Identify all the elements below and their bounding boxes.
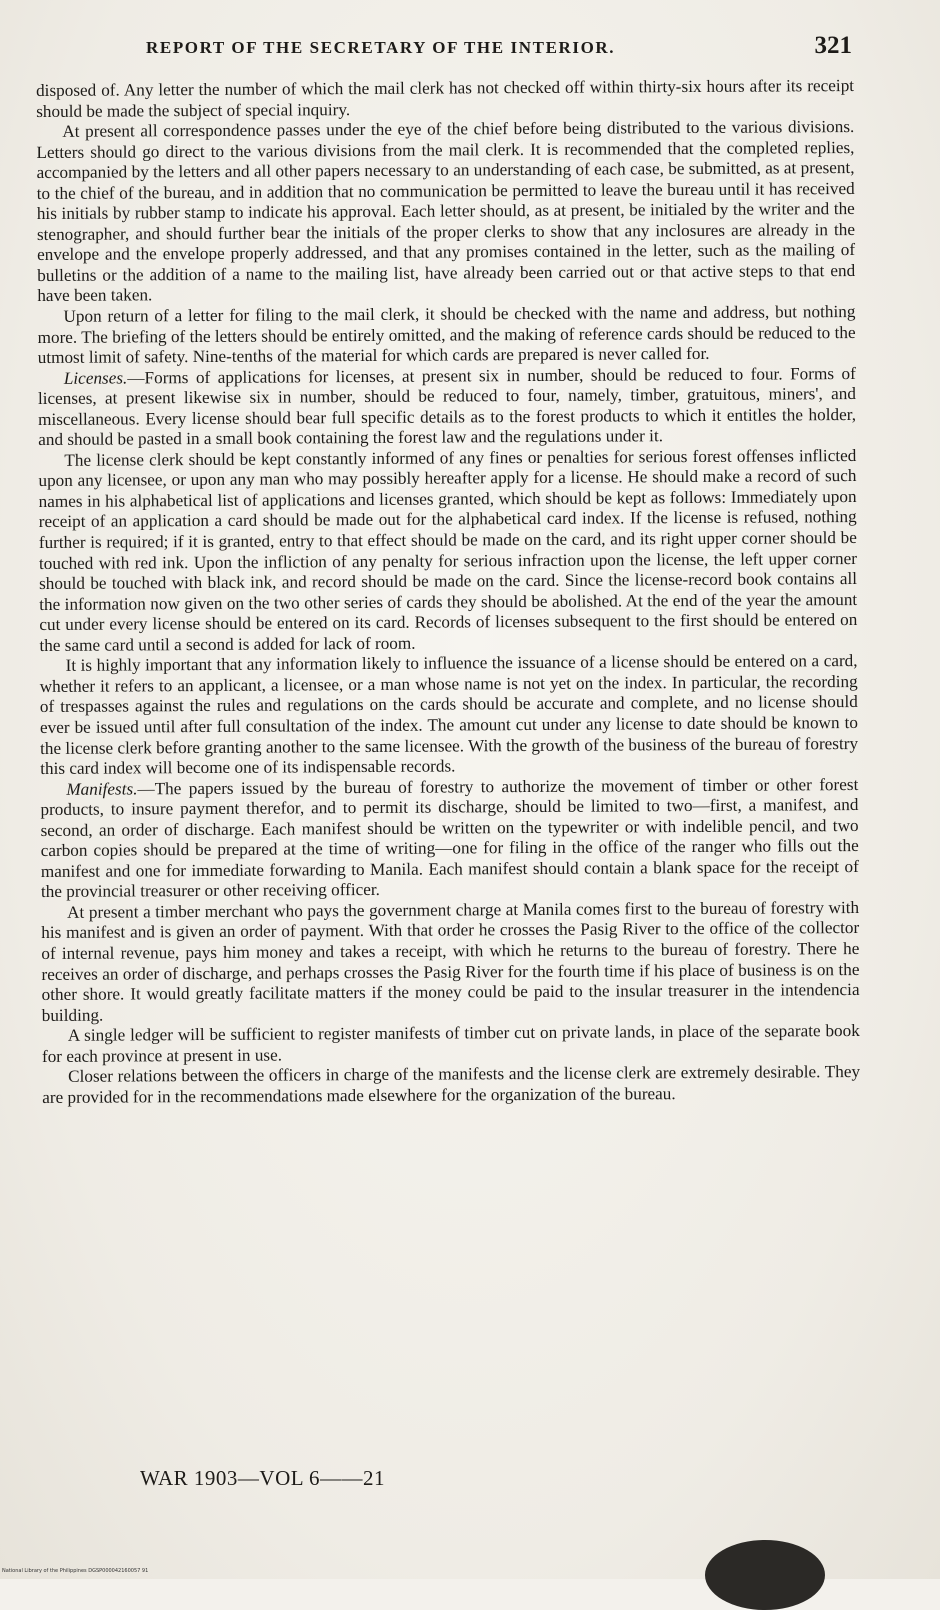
paragraph-text: A single ledger will be sufficient to register manifests of timber cut on private lands, in place of the separate book for each province at present in use. xyxy=(42,1021,860,1066)
running-head xyxy=(36,32,852,62)
paragraph-text: —Forms of applications for licenses, at present six in number, should be reduced to four. Forms of licenses, at present likewise six in number, should be reduced to four, namely, timber, gratuitous, miners', and miscellaneous. Every license should bear full specific details as to the forest products to which it entitles the holder, and should be pasted in a small book containing the forest law and the regulations under it. xyxy=(38,364,856,450)
paragraph xyxy=(40,775,859,903)
side-head: Licenses. xyxy=(64,368,128,387)
paragraph xyxy=(40,651,859,779)
signature-line: WAR 1903—VOL 6——21 xyxy=(140,1466,385,1491)
side-head: Manifests. xyxy=(66,779,137,798)
scan-shadow xyxy=(705,1540,825,1610)
paragraph-text: At present all correspondence passes under the eye of the chief before being distributed to the various divisions. Letters should go direct to the various divisions from the mail clerk. It is recommended that the completed replies, accompanied by the letters and all other papers necessary to an understanding of each case, be submitted, as at present, to the chief of the bureau, and in addition that no communication be permitted to leave the bureau until it has received his initials by rubber stamp to indicate his approval. Each letter should, as at present, be initialed by the writer and the stenographer, and should further bear the initials of the proper clerks to show that any inclosures are already in the envelope and the envelope properly addressed, and that any promises contained in the letter, such as the mailing of bulletins or the addition of a name to the mailing list, have already been carried out or that active steps to that end have been taken. xyxy=(36,117,855,305)
paragraph-text: At present a timber merchant who pays the government charge at Manila comes first to the bureau of forestry with his manifest and is given an order of payment. With that order he crosses the Pasig River to the office of the collector of internal revenue, pays him money and takes a receipt, with which he returns to the bureau of forestry. There he receives an order of discharge, and perhaps crosses the Pasig River for the fourth time if his place of business is on the other shore. It would greatly facilitate matters if the money could be paid to the insular treasurer in the intendencia building. xyxy=(41,898,859,1025)
paragraph xyxy=(42,1062,860,1108)
paragraph xyxy=(38,446,857,656)
paragraph xyxy=(36,117,855,307)
paragraph-text: The license clerk should be kept constantly informed of any fines or penalties for serious forest offenses inflicted upon any licensee, or upon any man who may possibly hereafter apply for a license. He should make a record of such names in his alphabetical list of applications and licenses granted, which should be kept as follows: Immediately upon receipt of an application a card should be made out for the alphabetical card index. If the license is refused, nothing further is required; if it is granted, entry to that effect should be made on the card, and its right upper corner should be touched with red ink. Upon the infliction of any penalty for serious infraction upon the license, the left upper corner should be touched with black ink, and record should be made on the card. Since the license-record book contains all the information now given on the two other series of cards they should be abolished. At the end of the year the amount cut under every license should be entered on its card. Records of licenses subsequent to the first should be entered on the same card until a second is added for lack of room. xyxy=(38,446,857,655)
paragraph xyxy=(42,1021,860,1067)
body-text xyxy=(36,76,860,1108)
paragraph-text: disposed of. Any letter the number of which the mail clerk has not checked off within thirty-six hours after its receipt should be made the subject of special inquiry. xyxy=(36,76,854,121)
paragraph-text: It is highly important that any information likely to influence the issuance of a license should be entered on a card, whether it refers to an applicant, a licensee, or a man whose name is not yet on the index. In particular, the recording of trespasses against the rules and regulations on the cards should be accurate and complete, and no license should ever be issued until after full consultation of the index. The amount cut under any license to date should be known to the license clerk before granting another to the same licensee. With the growth of the business of the bureau of forestry this card index will become one of its indispensable records. xyxy=(40,651,858,778)
archive-credit: National Library of the Philippines DGSP000042160057 91 xyxy=(2,1568,148,1574)
paragraph-text: Upon return of a letter for filing to the mail clerk, it should be checked with the name and address, but nothing more. The briefing of the letters should be entirely omitted, and the making of reference cards should be reduced to the utmost limit of safety. Nine-tenths of the material for which cards are prepared is never called for. xyxy=(38,302,856,367)
paragraph-text: —The papers issued by the bureau of forestry to authorize the movement of timber or other forest products, to insure payment therefor, and to permit its discharge, should be limited to two—first, a manifest, and second, an order of discharge. Each manifest should be written on the typewriter or with indelible pencil, and two carbon copies should be prepared at the time of writing—one for filing in the office of the ranger who fills out the manifest and one for immediate forwarding to Manila. Each manifest should contain a blank space for the receipt of the provincial treasurer or other receiving officer. xyxy=(40,775,858,902)
paragraph xyxy=(37,302,855,369)
running-title: REPORT OF THE SECRETARY OF THE INTERIOR. xyxy=(146,38,615,58)
paragraph xyxy=(36,76,854,122)
paragraph-text: Closer relations between the officers in charge of the manifests and the license clerk are extremely desirable. They are provided for in the recommendations made elsewhere for the organization of the bureau. xyxy=(42,1062,860,1107)
page-number: 321 xyxy=(815,32,853,60)
paragraph xyxy=(41,898,860,1026)
paragraph xyxy=(38,364,856,451)
